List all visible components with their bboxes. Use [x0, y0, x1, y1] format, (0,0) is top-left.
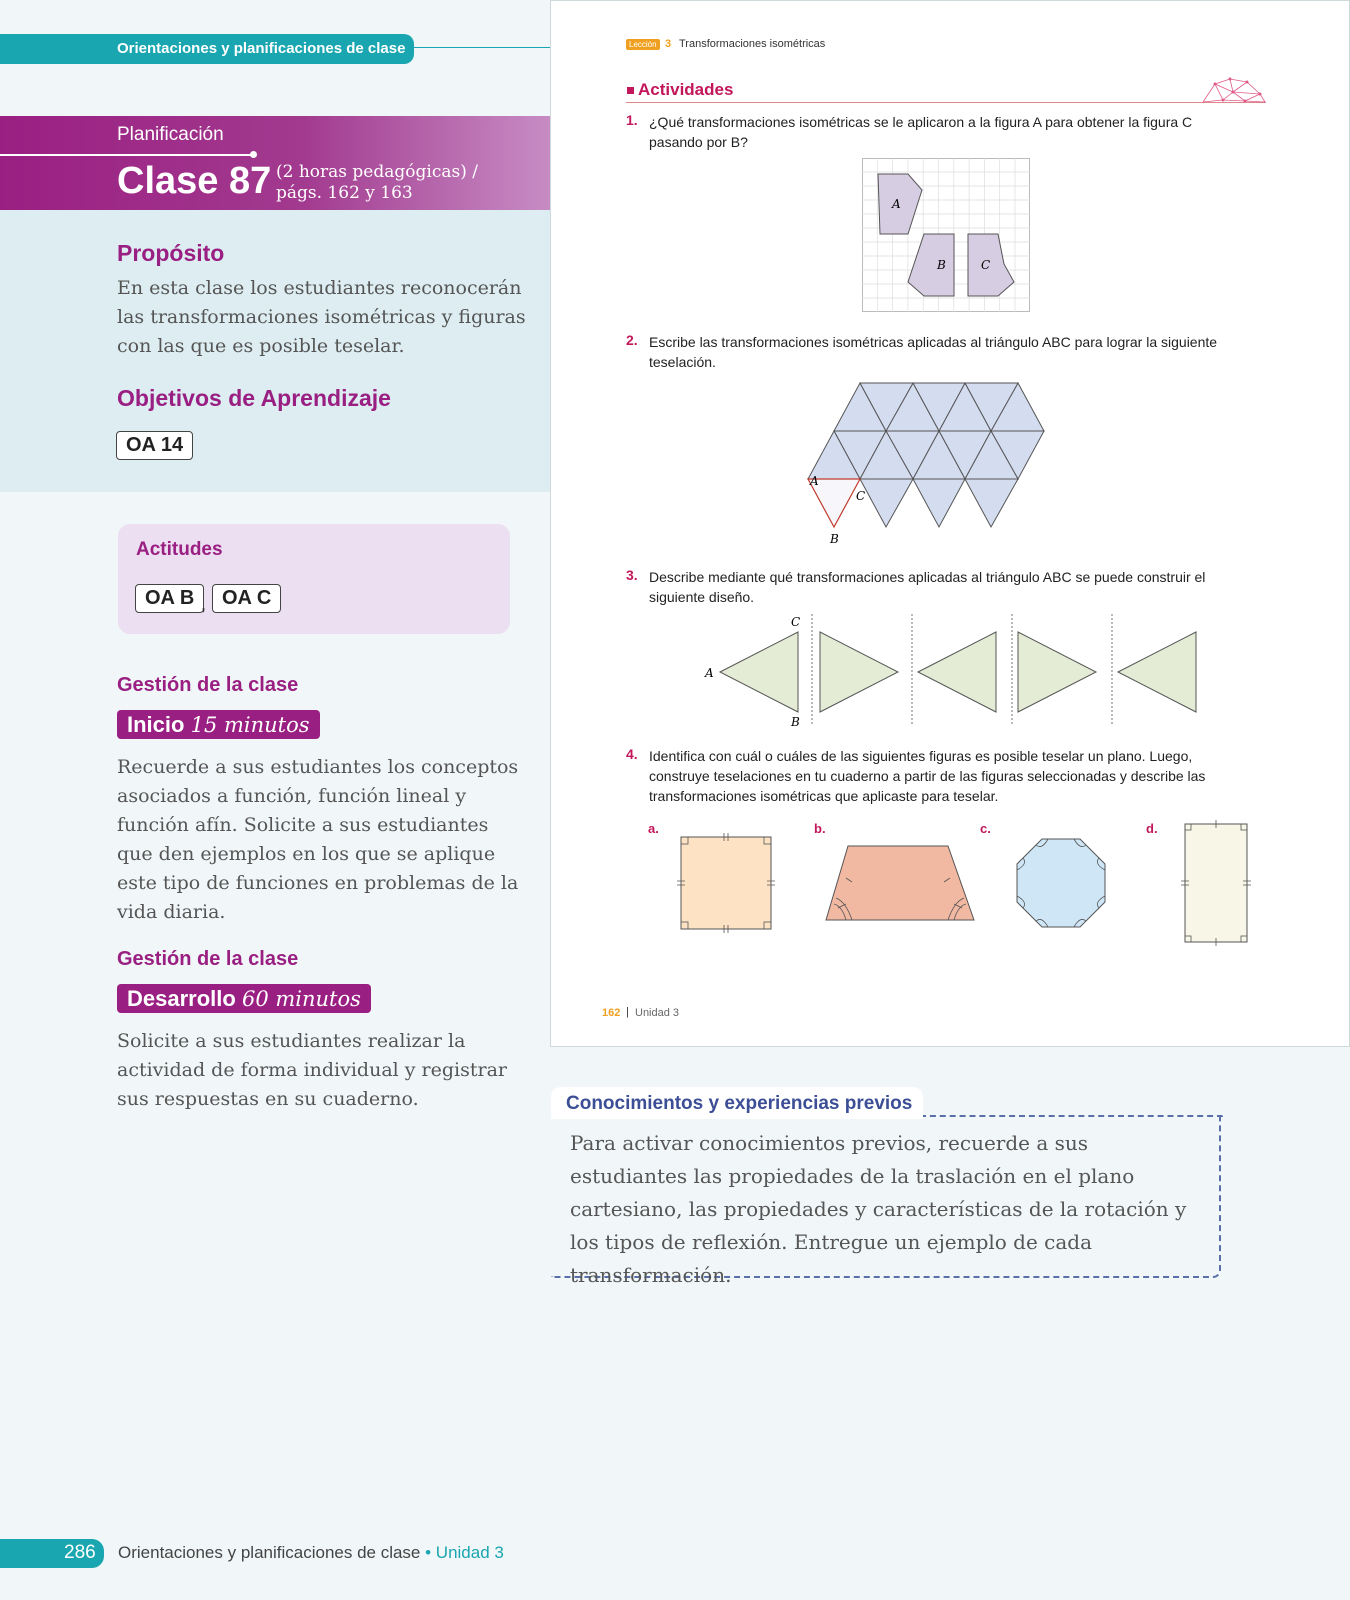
- class-note: [276, 162, 516, 204]
- network-decoration-icon: [1195, 74, 1270, 106]
- option-b-trapezoid: [824, 844, 976, 922]
- textbook-page-number: 162: [602, 1007, 621, 1019]
- prior-knowledge-box-top: [920, 1115, 1223, 1117]
- question-2-number: 2.: [626, 332, 638, 348]
- question-2-text: Escribe las transformaciones isométricas aplicadas al triángulo ABC para lograr la siguiente teselación.: [649, 334, 1218, 370]
- class-title: Clase 87: [117, 160, 272, 202]
- development-pill: [117, 984, 371, 1013]
- question-3-number: 3.: [626, 567, 638, 583]
- header-tab: Orientaciones y planificaciones de clase: [0, 34, 414, 64]
- attitudes-heading: Actitudes: [136, 539, 223, 560]
- attitude-badge-c: OA C: [212, 584, 281, 613]
- planning-label: Planificación: [117, 124, 224, 145]
- question-3-text: Describe mediante qué transformaciones aplicadas al triángulo ABC se puede construir el siguiente diseño.: [649, 569, 1206, 605]
- q3-design-figure: [700, 614, 1210, 730]
- activities-rule: [626, 102, 1266, 103]
- option-d-rectangle: [1180, 820, 1250, 946]
- attitude-separator: ,: [201, 594, 207, 614]
- activities-title: Actividades: [638, 80, 734, 99]
- q1-label-a: A: [892, 197, 901, 211]
- start-pill: [117, 710, 320, 739]
- purpose-heading: Propósito: [117, 240, 225, 266]
- purpose-text: En esta clase los estudiantes reconocerán las transformaciones isométricas y figuras con las que es posible teselar.: [117, 277, 526, 357]
- prior-knowledge-title: Conocimientos y experiencias previos: [566, 1093, 913, 1114]
- q1-grid-figure: [862, 158, 1030, 312]
- lesson-tag: Lección: [626, 39, 660, 50]
- development-time: 60 minutos: [241, 987, 361, 1011]
- prior-knowledge-text: Para activar conocimientos previos, recuerde a sus estudiantes las propiedades de la traslación en el plano cartesiano, las propiedades y características de la rotación y los tipos de reflexión. Entregue un ejemplo de cada transformación.: [570, 1131, 1187, 1287]
- start-text: Recuerde a sus estudiantes los conceptos asociados a función, función lineal y función afín. Solicite a sus estudiantes que den ejemplos en los que se aplique este tipo de funciones en problemas de la vida diaria.: [117, 756, 519, 923]
- option-c-octagon: [1014, 836, 1108, 930]
- footer-title: Orientaciones y planificaciones de clase: [118, 1543, 421, 1562]
- class-note-pages: págs. 162 y 163: [276, 183, 413, 203]
- management-heading-dev: Gestión de la clase: [117, 948, 299, 970]
- header-rule: [414, 47, 550, 48]
- question-4-number: 4.: [626, 746, 638, 762]
- q3-label-a: A: [705, 666, 714, 680]
- option-b-label: b.: [814, 821, 826, 836]
- q3-label-c: C: [791, 615, 801, 629]
- development-text: Solicite a sus estudiantes realizar la actividad de forma individual y registrar sus respuestas en su cuaderno.: [117, 1030, 507, 1110]
- q1-label-c: C: [981, 258, 991, 272]
- question-4-text: Identifica con cuál o cuáles de las siguientes figuras es posible teselar un plano. Luego, construye teselaciones en tu cuaderno a partir de las figuras seleccionadas y describe las transformaciones isométricas que aplicaste para teselar.: [649, 748, 1206, 804]
- activities-marker: [627, 87, 634, 94]
- objective-badge: OA 14: [116, 431, 193, 460]
- start-label: Inicio: [127, 712, 185, 737]
- planning-rule-dot: [250, 151, 257, 158]
- footer-text: [118, 1543, 504, 1563]
- footer-unit: Unidad 3: [435, 1543, 504, 1562]
- lesson-number: 3: [665, 38, 672, 50]
- class-note-hours: (2 horas pedagógicas) /: [276, 162, 478, 182]
- attitude-badge-b: OA B: [135, 584, 204, 613]
- q2-label-c: C: [856, 489, 866, 503]
- textbook-page-unit: Unidad 3: [635, 1007, 680, 1019]
- option-d-label: d.: [1146, 821, 1158, 836]
- objectives-heading: Objetivos de Aprendizaje: [117, 385, 391, 411]
- q2-label-a: A: [810, 474, 819, 488]
- planning-rule: [0, 154, 255, 156]
- footer-page-number: 286: [64, 1542, 96, 1563]
- option-a-label: a.: [648, 821, 659, 836]
- development-label: Desarrollo: [127, 986, 236, 1011]
- q2-label-b: B: [830, 532, 839, 546]
- q1-label-b: B: [937, 258, 946, 272]
- option-a-square: [676, 832, 776, 934]
- management-heading-start: Gestión de la clase: [117, 674, 299, 696]
- question-1-number: 1.: [626, 112, 638, 128]
- option-c-label: c.: [980, 821, 991, 836]
- textbook-page-separator: |: [626, 1006, 629, 1018]
- lesson-title: Transformaciones isométricas: [679, 38, 826, 50]
- q2-tessellation-figure: [810, 383, 1081, 551]
- question-1-text: ¿Qué transformaciones isométricas se le aplicaron a la figura A para obtener la figura C pasando por B?: [649, 114, 1193, 150]
- q3-label-b: B: [791, 715, 800, 729]
- footer-bullet: •: [420, 1543, 436, 1562]
- start-time: 15 minutos: [190, 713, 310, 737]
